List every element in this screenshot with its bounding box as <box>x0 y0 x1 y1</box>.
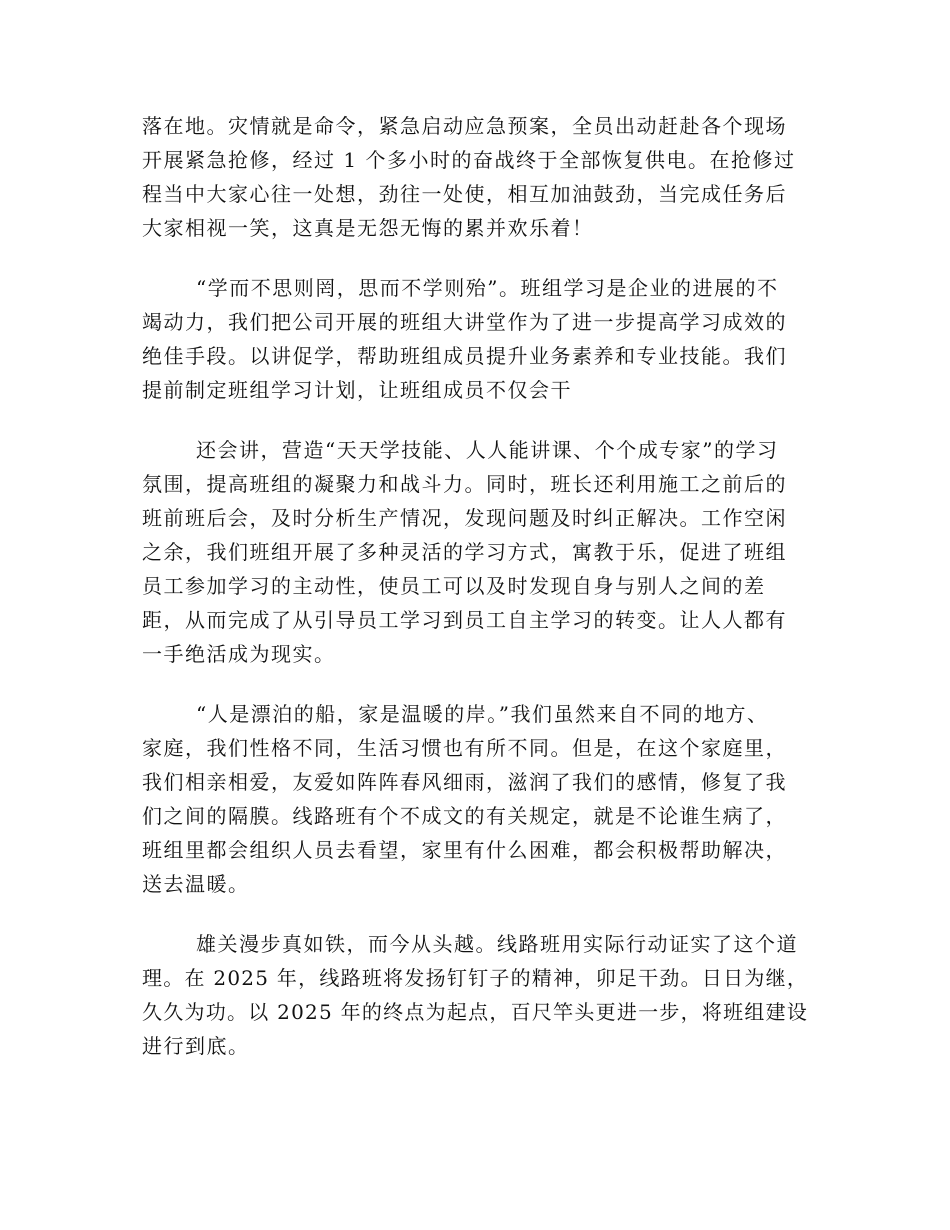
paragraph-1-line-2: 开展紧急抢修，经过 1 个多小时的奋战终于全部恢复供电。在抢修过 <box>142 148 796 172</box>
paragraph-1-line-4: 大家相视一笑，这真是无怨无悔的累并欢乐着！ <box>142 216 594 240</box>
paragraph-3-line-5: 员工参加学习的主动性，使员工可以及时发现自身与别人之间的差 <box>142 574 766 598</box>
paragraph-3-line-1: 还会讲，营造“天天学技能、人人能讲课、个个成专家”的学习 <box>196 438 779 462</box>
paragraph-3-line-7: 一手绝活成为现实。 <box>142 642 336 666</box>
paragraph-1-line-1: 落在地。灾情就是命令，紧急启动应急预案，全员出动赶赴各个现场 <box>142 114 787 138</box>
paragraph-5-line-3: 久久为功。以 2025 年的终点为起点，百尺竿头更进一步，将班组建设 <box>142 1000 809 1024</box>
paragraph-5-line-4: 进行到底。 <box>142 1034 250 1058</box>
paragraph-4-line-2: 家庭，我们性格不同，生活习惯也有所不同。但是，在这个家庭里， <box>142 736 787 760</box>
paragraph-4-line-1: “人是漂泊的船，家是温暖的岸。”我们虽然来自不同的地方、 <box>196 702 769 726</box>
paragraph-4-line-6: 送去温暖。 <box>142 872 250 896</box>
paragraph-5-line-2: 理。在 2025 年，线路班将发扬钉钉子的精神，卯足干劲。日日为继， <box>142 966 809 990</box>
paragraph-5-line-1: 雄关漫步真如铁，而今从头越。线路班用实际行动证实了这个道 <box>196 932 798 956</box>
paragraph-4-line-5: 班组里都会组织人员去看望，家里有什么困难，都会积极帮助解决， <box>142 838 787 862</box>
paragraph-3-line-4: 之余，我们班组开展了多种灵活的学习方式，寓教于乐，促进了班组 <box>142 540 787 564</box>
paragraph-2-line-4: 提前制定班组学习计划，让班组成员不仅会干 <box>142 378 572 402</box>
paragraph-3-line-2: 氛围，提高班组的凝聚力和战斗力。同时，班长还利用施工之前后的 <box>142 472 787 496</box>
paragraph-3-line-6: 距，从而完成了从引导员工学习到员工自主学习的转变。让人人都有 <box>142 608 787 632</box>
paragraph-3-line-3: 班前班后会，及时分析生产情况，发现问题及时纠正解决。工作空闲 <box>142 506 787 530</box>
paragraph-4-line-4: 们之间的隔膜。线路班有个不成文的有关规定，就是不论谁生病了， <box>142 804 787 828</box>
paragraph-1-line-3: 程当中大家心往一处想，劲往一处使，相互加油鼓劲，当完成任务后 <box>142 182 787 206</box>
paragraph-2-line-2: 竭动力，我们把公司开展的班组大讲堂作为了进一步提高学习成效的 <box>142 310 787 334</box>
paragraph-2-line-1: “学而不思则罔，思而不学则殆”。班组学习是企业的进展的不 <box>196 276 779 300</box>
paragraph-2-line-3: 绝佳手段。以讲促学，帮助班组成员提升业务素养和专业技能。我们 <box>142 344 787 368</box>
paragraph-4-line-3: 我们相亲相爱，友爱如阵阵春风细雨，滋润了我们的感情，修复了我 <box>142 770 787 794</box>
